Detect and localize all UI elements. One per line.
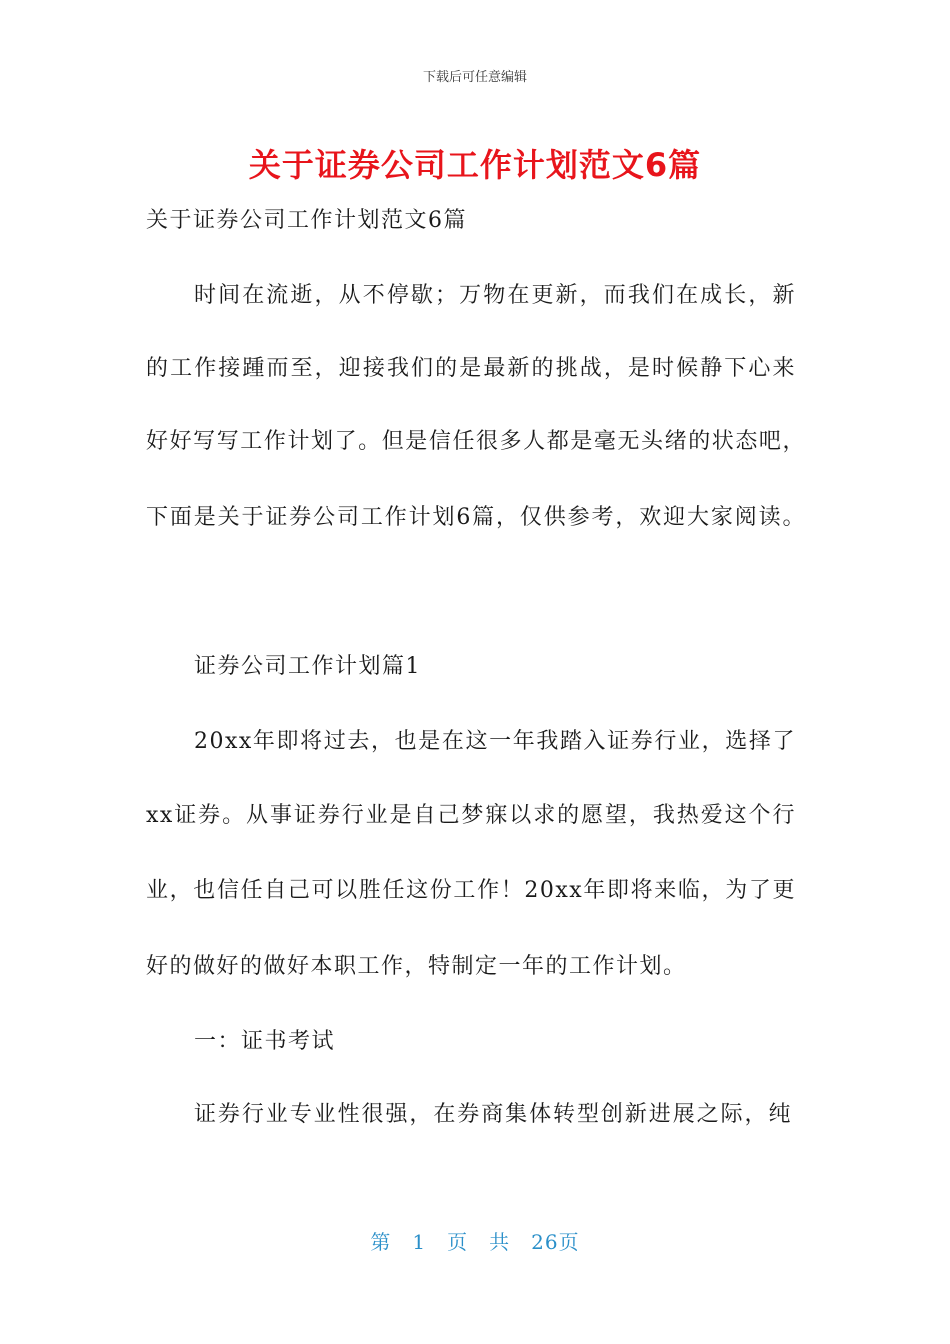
document-title: 关于证券公司工作计划范文6篇 (248, 146, 702, 184)
para1-line-4: 好的做好的做好本职工作，特制定一年的工作计划。 (146, 954, 687, 979)
intro-line-3: 好好写写工作计划了。但是信任很多人都是毫无头绪的状态吧， (146, 429, 806, 454)
para1-line-3: 业，也信任自己可以胜任这份工作！20xx年即将来临，为了更 (146, 878, 796, 903)
intro-line-4: 下面是关于证券公司工作计划6篇，仅供参考，欢迎大家阅读。 (146, 505, 806, 530)
sub-heading: 一：证书考试 (194, 1029, 336, 1054)
intro-line-2: 的工作接踵而至，迎接我们的是最新的挑战，是时候静下心来 (146, 356, 796, 381)
para2-line-1: 证券行业专业性很强，在券商集体转型创新进展之际，纯 (194, 1102, 792, 1127)
section-heading: 证券公司工作计划篇1 (194, 654, 421, 679)
page-footer: 第 1 页 共 26页 (370, 1230, 580, 1254)
para1-line-2: xx证券。从事证券行业是自己梦寐以求的愿望，我热爱这个行 (146, 803, 796, 828)
header-note: 下载后可任意编辑 (422, 70, 527, 85)
para1-line-1: 20xx年即将过去，也是在这一年我踏入证券行业，选择了 (194, 729, 796, 754)
subtitle: 关于证券公司工作计划范文6篇 (146, 208, 467, 233)
intro-line-1: 时间在流逝，从不停歇；万物在更新，而我们在成长，新 (194, 283, 796, 308)
